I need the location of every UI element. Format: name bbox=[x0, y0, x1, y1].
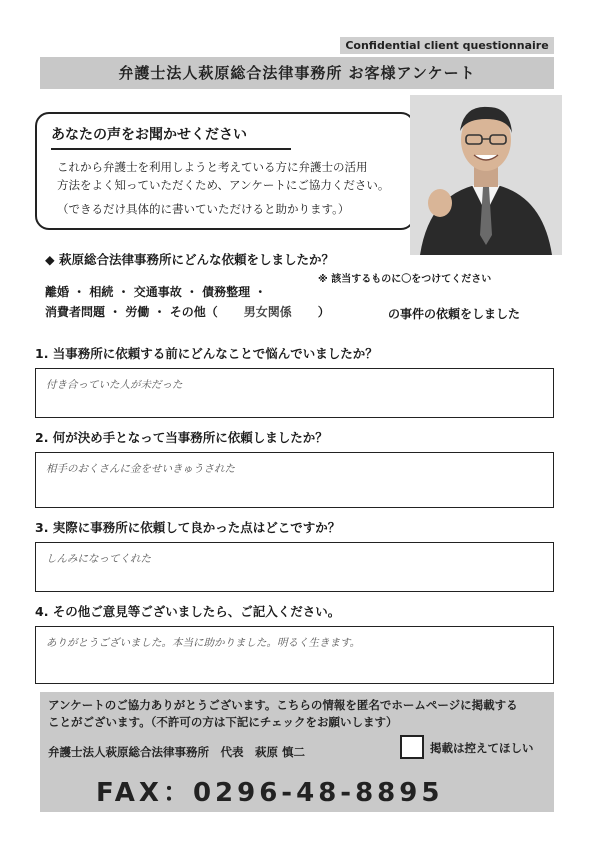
other-handwritten-fill[interactable]: 男女関係 bbox=[243, 305, 292, 319]
intro-line-1: これから弁護士を利用しようと考えている方に弁護士の活用 bbox=[57, 160, 368, 174]
case-type-options-line-1: 離婚 ・ 相続 ・ 交通事故 ・ 債務整理 ・ bbox=[45, 285, 267, 299]
answer-4-box[interactable] bbox=[35, 626, 554, 684]
opt-out-label: 掲載は控えてほしい bbox=[430, 741, 534, 755]
lawyer-photo bbox=[410, 95, 562, 255]
confidential-label: Confidential client questionnaire bbox=[340, 37, 554, 54]
question-3-label: 3. 実際に事務所に依頼して良かった点はどこですか？ bbox=[35, 520, 341, 535]
options-line-2-label: 消費者問題 ・ 労働 ・ その他（ bbox=[45, 305, 218, 319]
intro-line-3: （できるだけ具体的に書いていただけると助かります。） bbox=[57, 202, 350, 216]
answer-2-text: 相手のおくさんに金をせいきゅうされた bbox=[46, 463, 235, 475]
intro-line-2: 方法をよく知っていただくため、アンケートにご協力ください。 bbox=[57, 178, 390, 192]
intro-heading: あなたの声をお聞かせください bbox=[51, 127, 247, 143]
answer-1-box[interactable] bbox=[35, 368, 554, 418]
answer-4-text: ありがとうございました。本当に助かりました。明るく生きます。 bbox=[46, 637, 361, 649]
question-2-label: 2. 何が決め手となって当事務所に依頼しましたか？ bbox=[35, 430, 328, 445]
request-type-question bbox=[45, 250, 334, 268]
answer-3-text: しんみになってくれた bbox=[46, 553, 151, 565]
answer-2-box[interactable] bbox=[35, 452, 554, 508]
options-close-paren: ） bbox=[317, 305, 330, 319]
answer-3-box[interactable] bbox=[35, 542, 554, 592]
page-title: 弁護士法人萩原総合法律事務所 お客様アンケート bbox=[40, 57, 554, 89]
opt-out-checkbox[interactable] bbox=[400, 735, 424, 759]
case-type-options-line-2[interactable] bbox=[45, 302, 330, 322]
person-portrait-icon bbox=[410, 95, 562, 255]
question-4-label: 4. その他ご意見等ございましたら、ご記入ください。 bbox=[35, 604, 341, 619]
heading-underline bbox=[51, 148, 291, 150]
firm-representative: 弁護士法人萩原総合法律事務所 代表 萩原 慎二 bbox=[48, 745, 306, 759]
circle-instruction-note: ※ 該当するものに〇をつけてください bbox=[318, 274, 492, 285]
request-suffix: の事件の依頼をしました bbox=[388, 307, 521, 321]
footer-thanks-line-2: ことがございます。（不許可の方は下記にチェックをお願いします） bbox=[48, 715, 398, 729]
answer-1-text: 付き合っていた人が未だった bbox=[46, 379, 183, 391]
request-type-label: 萩原総合法律事務所にどんな依頼をしましたか？ bbox=[58, 252, 334, 267]
intro-bubble bbox=[35, 112, 415, 230]
footer-thanks-line-1: アンケートのご協力ありがとうございます。こちらの情報を匿名でホームページに掲載する bbox=[48, 698, 518, 712]
question-1-label: 1. 当事務所に依頼する前にどんなことで悩んでいましたか？ bbox=[35, 346, 378, 361]
diamond-bullet-icon: ◆ bbox=[45, 252, 59, 267]
fax-number: FAX：0296-48-8895 bbox=[96, 778, 444, 808]
